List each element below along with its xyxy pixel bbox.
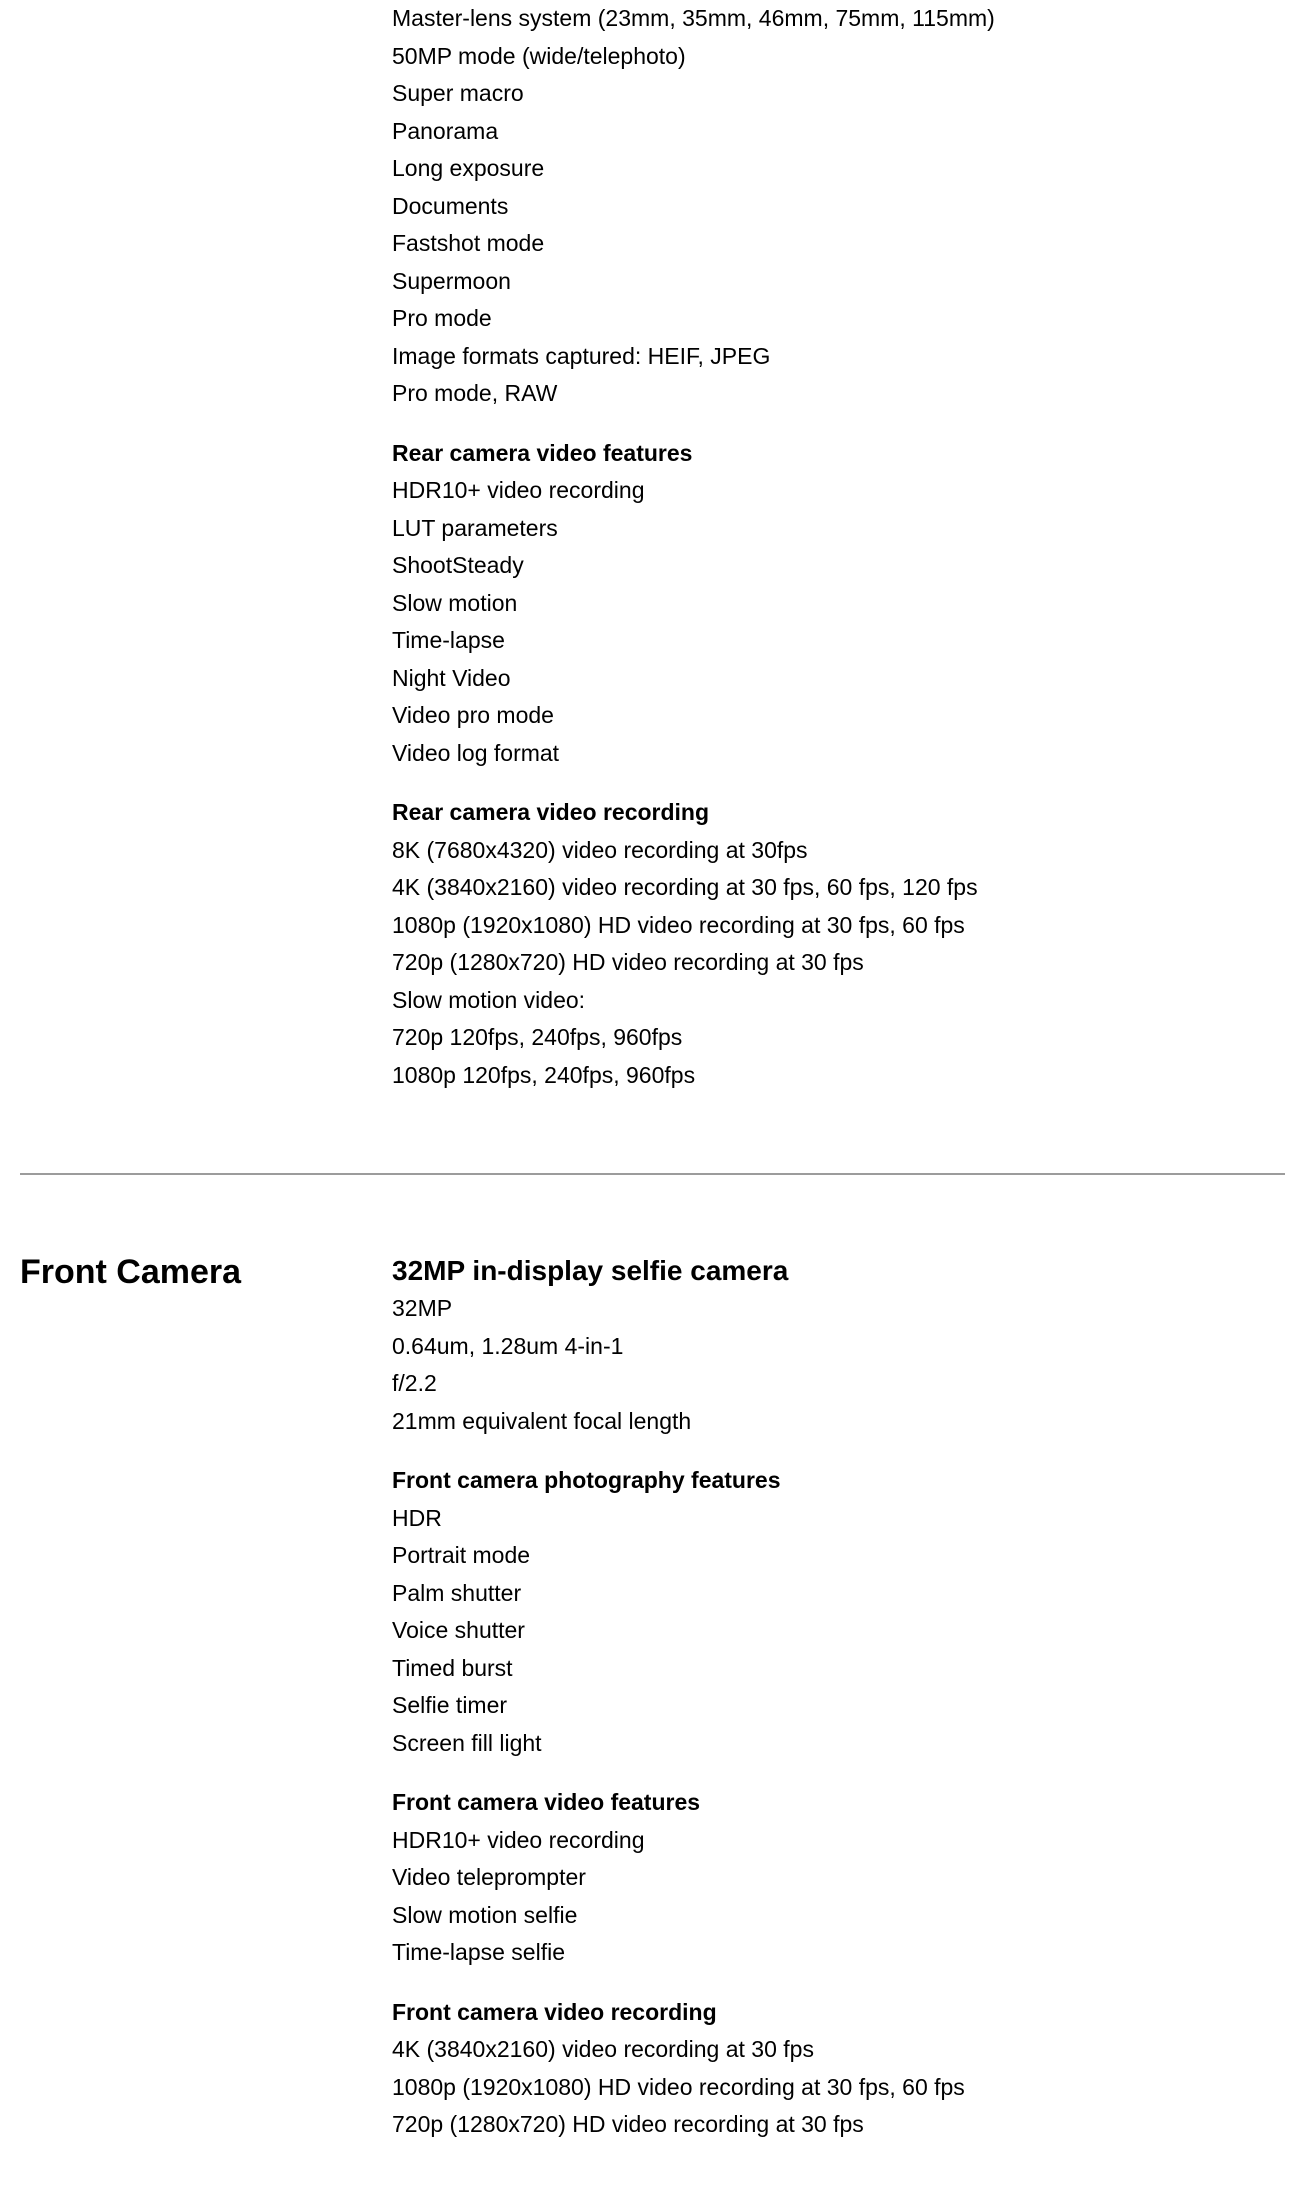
rear-camera-content [392,0,1285,1094]
front-photo-features-list [392,1500,1285,1763]
rear-camera-row [20,0,1285,1173]
front-video-features-heading: Front camera video features [392,1789,701,1815]
front-photo-feature-line: Selfie timer [392,1692,508,1718]
rear-photo-feature-line: Documents [392,192,509,219]
rear-video-recording-line: Slow motion video: [392,986,586,1013]
rear-video-feature-line: Night Video [392,664,511,691]
rear-video-feature-line: Slow motion [392,589,518,616]
front-video-feature-line: HDR10+ video recording [392,1826,645,1853]
front-camera-spec-line: f/2.2 [392,1370,437,1396]
front-camera-row-label: Front Camera [20,1253,242,1291]
front-photo-feature-line: HDR [392,1504,442,1531]
rear-photo-feature-line: Master-lens system (23mm, 35mm, 46mm, 75mm, 115mm) [392,5,995,31]
rear-video-feature-line: Time-lapse [392,627,505,653]
front-video-recording-line: 720p (1280x720) HD video recording at 30 fps [392,2111,864,2137]
rear-video-features-list [392,472,1285,772]
rear-photo-feature-line: Supermoon [392,267,511,294]
front-video-feature-line: Slow motion selfie [392,1901,578,1928]
rear-video-features-heading: Rear camera video features [392,439,693,466]
front-video-recording-list [392,2031,1285,2144]
rear-photo-features-list [392,0,1285,413]
front-photo-feature-line: Timed burst [392,1654,513,1681]
front-camera-title: 32MP in-display selfie camera [392,1255,789,1286]
front-video-recording-heading: Front camera video recording [392,1998,717,2025]
rear-photo-feature-line: Image formats captured: HEIF, JPEG [392,342,771,369]
front-camera-spec-line: 0.64um, 1.28um 4-in-1 [392,1332,624,1359]
front-photo-feature-line: Portrait mode [392,1542,531,1568]
rear-video-feature-line: ShootSteady [392,552,524,578]
rear-video-recording-line: 720p 120fps, 240fps, 960fps [392,1024,683,1050]
rear-photo-feature-line: Fastshot mode [392,230,545,256]
rear-photo-feature-line: Panorama [392,117,499,144]
front-camera-specs-list [392,1290,1285,1440]
rear-photo-feature-line: Pro mode [392,305,492,331]
front-photo-feature-line: Voice shutter [392,1617,525,1643]
rear-video-recording-line: 720p (1280x720) HD video recording at 30 fps [392,949,864,975]
rear-photo-feature-line: Long exposure [392,155,545,181]
rear-photo-feature-line: Pro mode, RAW [392,380,558,406]
front-camera-spec-line: 32MP [392,1295,453,1321]
front-photo-feature-line: Palm shutter [392,1579,522,1606]
front-photo-features-heading: Front camera photography features [392,1467,781,1493]
front-photo-feature-line: Screen fill light [392,1729,542,1756]
front-video-features-list [392,1822,1285,1972]
rear-video-feature-line: Video pro mode [392,702,554,728]
rear-video-recording-line: 1080p (1920x1080) HD video recording at 30 fps, 60 fps [392,911,965,938]
rear-photo-feature-line: Super macro [392,80,524,106]
rear-video-feature-line: HDR10+ video recording [392,477,645,503]
front-camera-label-col [20,1252,392,1292]
front-video-recording-line: 1080p (1920x1080) HD video recording at 30 fps, 60 fps [392,2073,965,2100]
rear-video-feature-line: Video log format [392,739,560,766]
front-video-recording-line: 4K (3840x2160) video recording at 30 fps [392,2036,814,2062]
rear-video-recording-line: 8K (7680x4320) video recording at 30fps [392,836,808,863]
rear-video-recording-heading: Rear camera video recording [392,799,710,825]
rear-video-recording-line: 1080p 120fps, 240fps, 960fps [392,1061,696,1088]
rear-video-recording-line: 4K (3840x2160) video recording at 30 fps, 60 fps, 120 fps [392,874,978,900]
rear-video-recording-list [392,832,1285,1095]
front-camera-row [20,1173,1285,2144]
front-video-feature-line: Video teleprompter [392,1864,586,1890]
rear-photo-feature-line: 50MP mode (wide/telephoto) [392,42,686,69]
rear-video-feature-line: LUT parameters [392,514,558,541]
front-camera-spec-line: 21mm equivalent focal length [392,1407,692,1434]
front-camera-content [392,1252,1285,2144]
front-video-feature-line: Time-lapse selfie [392,1939,565,1965]
rear-camera-row-label-empty [20,0,392,1]
